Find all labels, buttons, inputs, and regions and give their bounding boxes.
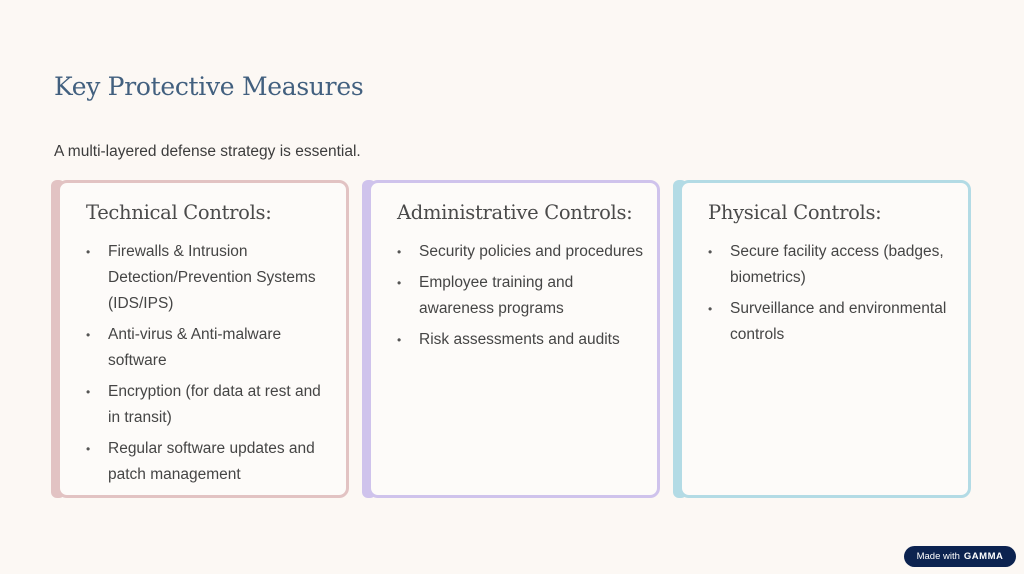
- card-list: [395, 239, 643, 358]
- bullet-icon: •: [397, 245, 402, 259]
- bullet-icon: •: [86, 328, 91, 342]
- bullet-icon: •: [708, 302, 713, 316]
- list-item-text: Regular software updates and patch management: [108, 440, 315, 483]
- card-heading: Administrative Controls:: [397, 201, 633, 224]
- list-item-text: Risk assessments and audits: [419, 331, 620, 348]
- made-with-gamma-badge[interactable]: [904, 546, 1016, 567]
- list-item-text: Employee training and awareness programs: [419, 274, 574, 317]
- list-item: [395, 270, 643, 322]
- list-item: [84, 436, 332, 488]
- gamma-logo: GAMMA: [963, 551, 1004, 562]
- card-body: [57, 180, 349, 498]
- list-item: [84, 379, 332, 431]
- list-item: [706, 239, 954, 291]
- page-title: Key Protective Measures: [54, 72, 364, 101]
- card-heading: Physical Controls:: [708, 201, 882, 224]
- list-item-text: Encryption (for data at rest and in transit): [108, 383, 321, 426]
- list-item-text: Security policies and procedures: [419, 243, 644, 260]
- card-physical-controls: [673, 180, 971, 498]
- list-item: [84, 239, 332, 317]
- card-body: [679, 180, 971, 498]
- list-item: [395, 327, 643, 353]
- list-item: [395, 239, 643, 265]
- list-item-text: Firewalls & Intrusion Detection/Prevention Systems (IDS/IPS): [108, 243, 316, 312]
- bullet-icon: •: [397, 276, 402, 290]
- list-item: [706, 296, 954, 348]
- list-item: [84, 322, 332, 374]
- badge-prefix: Made with: [916, 551, 960, 562]
- card-technical-controls: [51, 180, 349, 498]
- bullet-icon: •: [397, 333, 402, 347]
- list-item-text: Secure facility access (badges, biometrics): [730, 243, 944, 286]
- bullet-icon: •: [86, 245, 91, 259]
- card-administrative-controls: [362, 180, 660, 498]
- bullet-icon: •: [86, 385, 91, 399]
- bullet-icon: •: [708, 245, 713, 259]
- card-list: [84, 239, 332, 493]
- card-list: [706, 239, 954, 353]
- list-item-text: Anti-virus & Anti-malware software: [108, 326, 282, 369]
- card-heading: Technical Controls:: [86, 201, 272, 224]
- list-item-text: Surveillance and environmental controls: [730, 300, 947, 343]
- bullet-icon: •: [86, 442, 91, 456]
- card-body: [368, 180, 660, 498]
- page-subtitle: A multi-layered defense strategy is essential.: [54, 143, 361, 160]
